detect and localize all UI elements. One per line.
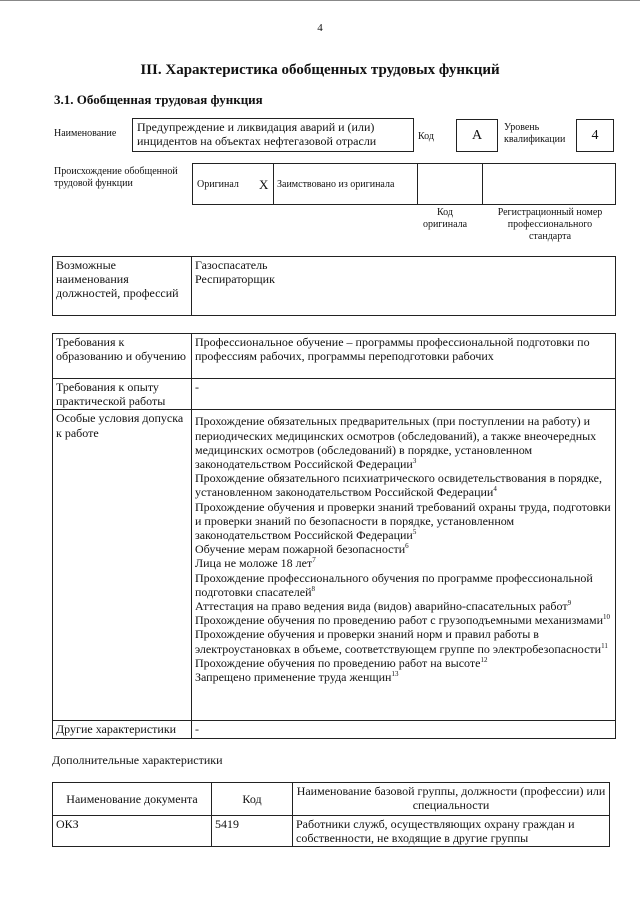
additional-title: Дополнительные характеристики [52, 753, 223, 767]
header-code: Код [212, 783, 293, 816]
divider [273, 164, 274, 204]
other-value: - [192, 721, 616, 738]
condition-item: Лица не моложе 18 лет$^7$ [195, 556, 316, 571]
condition-item: Прохождение обучения по проведению работ с грузоподъемными механизмами$^{10}$ [195, 613, 611, 628]
other-label: Другие характеристики [53, 721, 192, 738]
function-name-value: Предупреждение и ликвидация аварий и (или) инцидентов на объектах нефтегазовой отрасли [132, 118, 414, 152]
top-border-line [0, 0, 640, 1]
additional-table [52, 782, 610, 847]
table-row [53, 816, 610, 847]
requirements-table [52, 333, 616, 739]
condition-item: Прохождение обязательных предварительных (при поступлении на работу) и периодических медицинских осмотров (обследований), а также внеочередных медицинских осмотров (обследований) в порядке, установленном законодательством Российской Федерации$^3$ [195, 414, 597, 472]
page-number: 4 [317, 22, 323, 34]
section-title: III. Характеристика обобщенных трудовых функций [140, 62, 500, 78]
possible-names-values [192, 257, 616, 316]
row-code: 5419 [212, 816, 293, 847]
condition-item: Прохождение обязательного психиатрического освидетельствования в порядке, установленном законодательством Российской Федерации$^4$ [195, 471, 603, 500]
row-name: Работники служб, осуществляющих охрану граждан и собственности, не входящие в другие группы [293, 816, 610, 847]
conditions-label: Особые условия допуска к работе [53, 410, 192, 721]
code-original-caption: Код оригинала [422, 207, 468, 230]
level-label: Уровень квалификации [504, 122, 566, 145]
header-doc: Наименование документа [53, 783, 212, 816]
possible-names-table [52, 256, 616, 316]
possible-name: Газоспасатель [195, 258, 268, 272]
education-value: Профессиональное обучение – программы профессиональной подготовки по профессиям рабочих, программы переподготовки рабочих [192, 334, 616, 379]
condition-item: Обучение мерам пожарной безопасности$^6$ [195, 542, 409, 557]
condition-item: Прохождение профессионального обучения по программе профессиональной подготовки спасателей$^8$ [195, 570, 593, 599]
condition-item: Прохождение обучения и проверки знаний норм и правил работы в электроустановках в объеме, соответствующем группе по электробезопасности$^{11}$ [195, 627, 608, 656]
experience-value: - [192, 379, 616, 410]
condition-item: Запрещено применение труда женщин$^{13}$ [195, 670, 399, 685]
condition-item: Прохождение обучения и проверки знаний требований охраны труда, подготовки и проверки знаний по безопасности в порядке, установленном законодательством Российской Федерации$^5$ [195, 499, 611, 543]
original-label: Оригинал [197, 179, 239, 190]
experience-label: Требования к опыту практической работы [53, 379, 192, 410]
possible-name: Респираторщик [195, 272, 275, 287]
name-label: Наименование [54, 128, 117, 139]
level-value: 4 [576, 119, 614, 152]
possible-names-label: Возможные наименования должностей, профессий [53, 257, 192, 316]
condition-item: Аттестация на право ведения вида (видов) аварийно-спасательных работ$^9$ [195, 599, 572, 614]
subsection-title: 3.1. Обобщенная трудовая функция [54, 92, 263, 107]
header-name: Наименование базовой группы, должности (профессии) или специальности [293, 783, 610, 816]
row-doc: ОКЗ [53, 816, 212, 847]
divider [482, 164, 483, 204]
condition-item: Прохождение обучения по проведению работ на высоте$^{12}$ [195, 655, 488, 670]
conditions-list [192, 410, 616, 721]
code-label: Код [418, 131, 434, 142]
origin-label: Происхождение обобщенной трудовой функции [54, 166, 178, 189]
origin-table [192, 163, 616, 205]
divider [417, 164, 418, 204]
code-value: A [456, 119, 498, 152]
original-mark: X [259, 177, 269, 192]
reg-number-caption: Регистрационный номер профессионального стандарта [497, 207, 603, 242]
borrowed-label: Заимствовано из оригинала [277, 179, 395, 190]
education-label: Требования к образованию и обучению [53, 334, 192, 379]
